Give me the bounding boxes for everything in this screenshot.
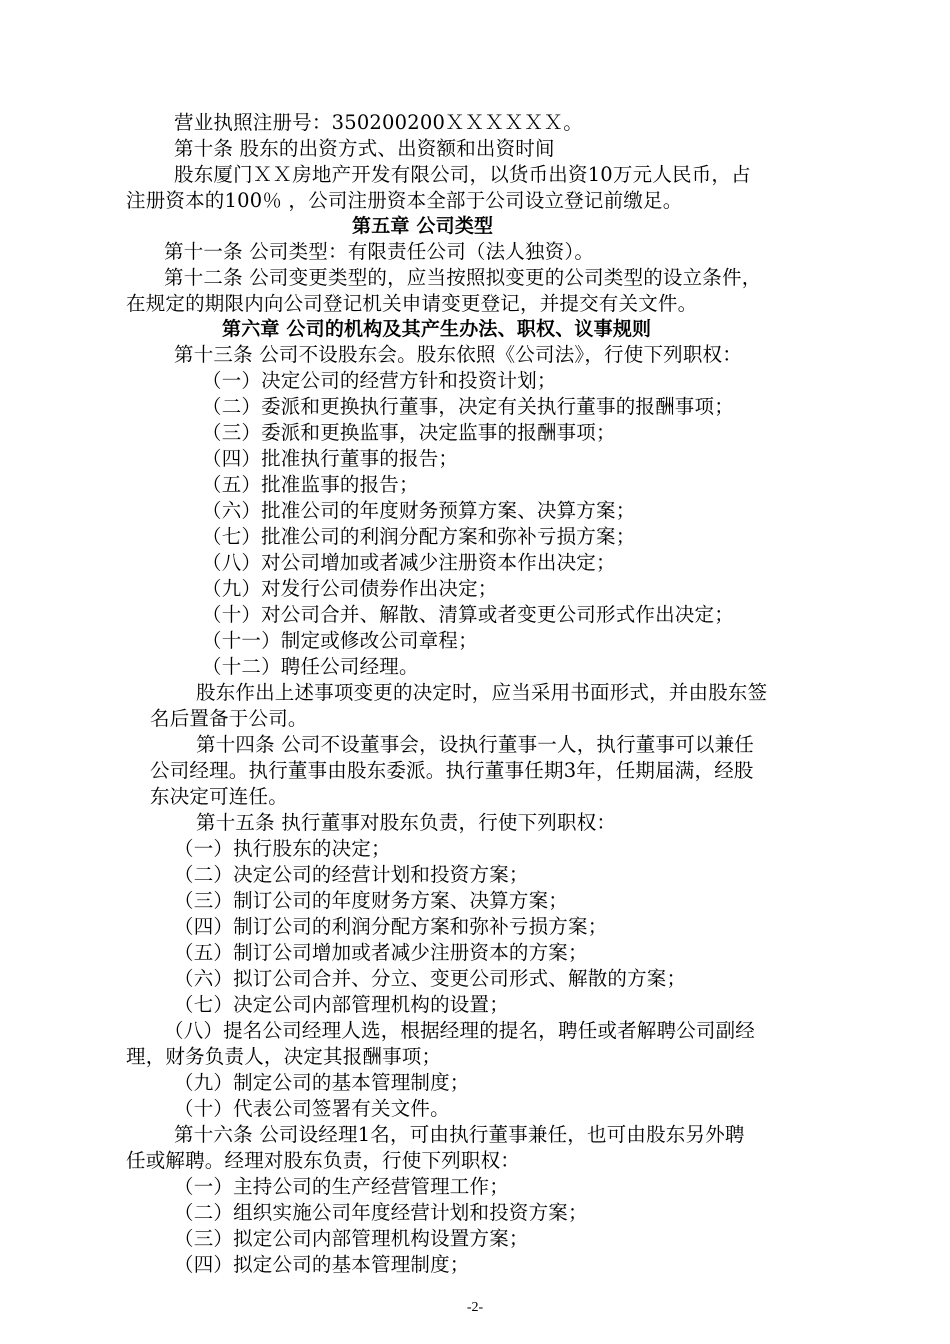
shareholder-decision-text-2: 名后置备于公司。 <box>150 707 308 730</box>
article-12-text-2: 在规定的期限内向公司登记机关申请变更登记，并提交有关文件。 <box>126 292 698 315</box>
article-12-text-1: 第十二条 公司变更类型的，应当按照拟变更的公司类型的设立条件， <box>164 266 762 289</box>
list-item: （六）拟订公司合并、分立、变更公司形式、解散的方案； <box>174 967 687 990</box>
chapter-5-heading: 第五章 公司类型 <box>352 215 494 237</box>
list-item: （二）组织实施公司年度经营计划和投资方案； <box>174 1201 588 1224</box>
list-item: （一）决定公司的经营方针和投资计划； <box>202 369 557 392</box>
article-15-intro: 第十五条 执行董事对股东负责，行使下列职权： <box>196 811 617 834</box>
list-item: （十）对公司合并、解散、清算或者变更公司形式作出决定； <box>202 603 734 626</box>
article-10-title: 第十条 股东的出资方式、出资额和出资时间 <box>174 137 555 160</box>
list-item: （十一）制定或修改公司章程； <box>202 629 478 652</box>
list-item: （三）拟定公司内部管理机构设置方案； <box>174 1227 529 1250</box>
list-item: （二）委派和更换执行董事，决定有关执行董事的报酬事项； <box>202 395 734 418</box>
list-item: （八）提名公司经理人选，根据经理的提名，聘任或者解聘公司副经 <box>164 1019 756 1042</box>
article-14-text-2: 公司经理。执行董事由股东委派。执行董事任期3年，任期届满，经股 <box>150 759 754 782</box>
list-item: （三）制订公司的年度财务方案、决算方案； <box>174 889 569 912</box>
list-item: （三）委派和更换监事，决定监事的报酬事项； <box>202 421 616 444</box>
article-16-text-2: 任或解聘。经理对股东负责，行使下列职权： <box>126 1149 521 1172</box>
list-item: （一）执行股东的决定； <box>174 837 391 860</box>
list-item: （五）批准监事的报告； <box>202 473 419 496</box>
list-item: （九）制定公司的基本管理制度； <box>174 1071 470 1094</box>
list-item: （七）决定公司内部管理机构的设置； <box>174 993 509 1016</box>
article-14-text-1: 第十四条 公司不设董事会，设执行董事一人，执行董事可以兼任 <box>196 733 754 756</box>
list-item: （十）代表公司签署有关文件。 <box>174 1097 450 1120</box>
page-number: -2- <box>466 1300 484 1315</box>
article-11: 第十一条 公司类型：有限责任公司（法人独资）。 <box>164 240 595 263</box>
list-item: （一）主持公司的生产经营管理工作； <box>174 1175 509 1198</box>
list-item: （十二）聘任公司经理。 <box>202 655 419 678</box>
list-item: （二）决定公司的经营计划和投资方案； <box>174 863 529 886</box>
article-10-text-2: 注册资本的100％ ，公司注册资本全部于公司设立登记前缴足。 <box>126 189 683 212</box>
article-14-text-3: 东决定可连任。 <box>150 785 288 808</box>
article-16-text-1: 第十六条 公司设经理1名，可由执行董事兼任，也可由股东另外聘 <box>174 1123 745 1146</box>
list-item-continuation: 理，财务负责人，决定其报酬事项； <box>126 1045 442 1068</box>
list-item: （四）批准执行董事的报告； <box>202 447 459 470</box>
chapter-6-heading: 第六章 公司的机构及其产生办法、职权、议事规则 <box>222 318 652 340</box>
article-10-text-1: 股东厦门ＸＸ房地产开发有限公司，以货币出资10万元人民币，占 <box>174 163 751 186</box>
article-13-intro: 第十三条 公司不设股东会。股东依照《公司法》，行使下列职权： <box>174 343 742 366</box>
list-item: （六）批准公司的年度财务预算方案、决算方案； <box>202 499 636 522</box>
list-item: （八）对公司增加或者减少注册资本作出决定； <box>202 551 616 574</box>
shareholder-decision-text-1: 股东作出上述事项变更的决定时，应当采用书面形式，并由股东签 <box>196 681 768 704</box>
list-item: （四）拟定公司的基本管理制度； <box>174 1253 470 1276</box>
registration-number-line: 营业执照注册号：350200200ＸＸＸＸＸＸ。 <box>174 111 583 134</box>
list-item: （五）制订公司增加或者减少注册资本的方案； <box>174 941 588 964</box>
list-item: （九）对发行公司债券作出决定； <box>202 577 498 600</box>
list-item: （七）批准公司的利润分配方案和弥补亏损方案； <box>202 525 636 548</box>
list-item: （四）制订公司的利润分配方案和弥补亏损方案； <box>174 915 608 938</box>
